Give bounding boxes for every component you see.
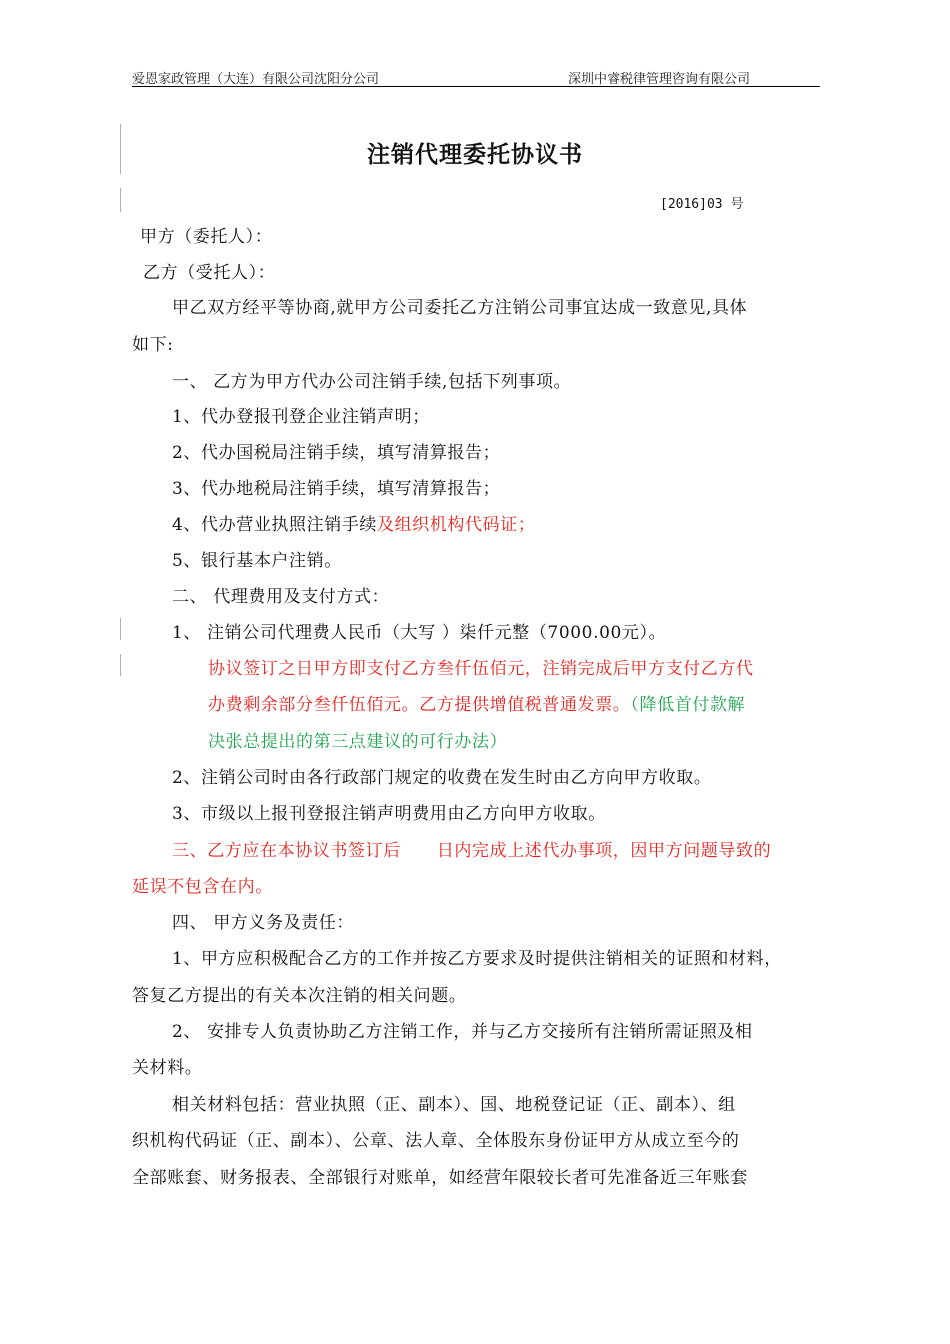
section-4-item: 关材料。 bbox=[132, 1058, 203, 1078]
materials-line: 全部账套、财务报表、全部银行对账单，如经营年限较长者可先准备近三年账套 bbox=[132, 1168, 748, 1188]
comment-text: （降低首付款解 bbox=[630, 695, 746, 715]
header-left-company: 爱恩家政管理（大连）有限公司沈阳分公司 bbox=[132, 72, 380, 87]
section-4-item: 答复乙方提出的有关本次注销的相关问题。 bbox=[132, 986, 467, 1006]
section-1-item-text: 4、代办营业执照注销手续 bbox=[172, 515, 378, 535]
section-4-item: 2、 安排专人负责协助乙方注销工作，并与乙方交接所有注销所需证照及相 bbox=[172, 1022, 753, 1042]
materials-line: 织机构代码证（正、副本）、公章、法人章、全体股东身份证甲方从成立至今的 bbox=[132, 1131, 740, 1151]
document-title: 注销代理委托协议书 bbox=[367, 142, 583, 168]
section-1-item: 3、代办地税局注销手续，填写清算报告； bbox=[172, 479, 501, 499]
section-1-item: 2、代办国税局注销手续，填写清算报告； bbox=[172, 443, 501, 463]
highlighted-text: 及组织机构代码证； bbox=[377, 515, 536, 535]
section-2-item: 3、市级以上报刊登报注销声明费用由乙方向甲方收取。 bbox=[172, 804, 606, 824]
revision-mark bbox=[120, 618, 121, 640]
section-1-item bbox=[172, 514, 535, 536]
section-2-item: 1、 注销公司代理费人民币（大写 ）柒仟元整（7000.00元）。 bbox=[172, 623, 667, 643]
section-2-heading: 二、 代理费用及支付方式： bbox=[172, 587, 390, 607]
section-1-heading: 一、 乙方为甲方代办公司注销手续,包括下列事项。 bbox=[172, 372, 572, 392]
revision-mark bbox=[120, 188, 121, 212]
section-1-item: 1、代办登报刊登企业注销声明； bbox=[172, 407, 430, 427]
payment-note-line bbox=[208, 694, 745, 716]
payment-note-red: 办费剩余部分叁仟伍佰元。乙方提供增值税普通发票。 bbox=[208, 695, 631, 715]
section-3-text: 三、乙方应在本协议书签订后 bbox=[172, 841, 401, 861]
document-number: [2016]03 号 bbox=[660, 197, 744, 212]
header-rule bbox=[132, 86, 820, 87]
section-2-item: 2、注销公司时由各行政部门规定的收费在发生时由乙方向甲方收取。 bbox=[172, 768, 712, 788]
party-a-line: 甲方（委托人）： bbox=[140, 227, 273, 247]
section-4-heading: 四、 甲方义务及责任： bbox=[172, 913, 355, 933]
header-right-company: 深圳中睿税律管理咨询有限公司 bbox=[568, 72, 751, 87]
materials-line: 相关材料包括：营业执照（正、副本）、国、地税登记证（正、副本）、组 bbox=[172, 1095, 736, 1115]
section-3-line: 延误不包含在内。 bbox=[132, 877, 273, 897]
section-3-line bbox=[172, 840, 771, 862]
payment-note-line: 协议签订之日甲方即支付乙方叁仟伍佰元，注销完成后甲方支付乙方代 bbox=[208, 659, 754, 679]
comment-text: 决张总提出的第三点建议的可行办法） bbox=[208, 732, 508, 752]
revision-mark bbox=[120, 654, 121, 676]
section-3-text: 日内完成上述代办事项，因甲方问题导致的 bbox=[436, 841, 772, 861]
intro-line: 甲乙双方经平等协商,就甲方公司委托乙方注销公司事宜达成一致意见,具体 bbox=[172, 298, 748, 318]
party-b-line: 乙方（受托人）： bbox=[143, 263, 276, 283]
intro-line: 如下: bbox=[132, 335, 174, 355]
section-1-item: 5、银行基本户注销。 bbox=[172, 551, 342, 571]
section-4-item: 1、甲方应积极配合乙方的工作并按乙方要求及时提供注销相关的证照和材料， bbox=[172, 949, 782, 969]
